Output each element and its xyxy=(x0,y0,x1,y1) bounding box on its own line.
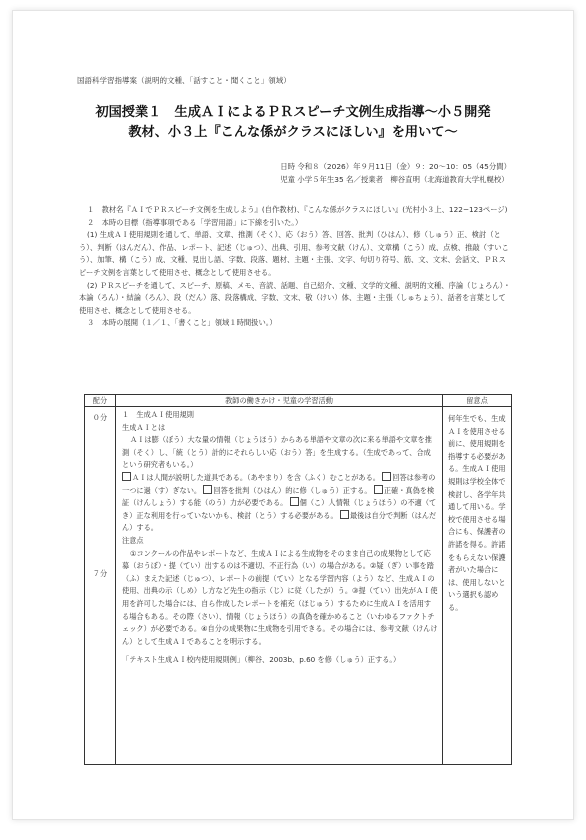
activity-heading: １ 生成ＡＩ使用規則 xyxy=(122,410,194,419)
document-title xyxy=(13,103,573,143)
section-3-heading: ３ 本時の展開（１／１、「書くこと」領域１時間扱い。） xyxy=(87,318,277,328)
check-item: 個（こ）人情報（じょうほう）の不適（てき）正な利用を行っていないかも、検討（とう）する必要がある。 xyxy=(122,498,437,520)
checkbox-icon xyxy=(340,510,349,519)
check-item: 正確・真偽を検証（けんしょう）する能（のう）力が必要である。 xyxy=(122,485,435,508)
section-2-heading: ２ 本時の目標（指導事項である「学習用語」に下線を引いた。） xyxy=(87,217,303,227)
time-7: ７分 xyxy=(92,569,108,578)
table-row xyxy=(85,407,512,765)
checkbox-icon xyxy=(203,485,212,494)
activity-cell xyxy=(116,407,443,765)
check-item: ＡＩは人間が説明した道具である。（あやまり）を含（ふく）むことがある。 xyxy=(132,472,380,482)
col-header-notes: 留意点 xyxy=(443,395,512,407)
title-line-1: 初国授業１ 生成ＡＩによるＰＲスピーチ文例生成指導〜小５開発 xyxy=(95,105,491,120)
checkbox-icon xyxy=(382,472,391,481)
table-header-row xyxy=(85,395,512,407)
col-header-activity: 教師の働きかけ・児童の学習活動 xyxy=(116,395,443,407)
lesson-body xyxy=(79,204,511,330)
checkbox-icon xyxy=(290,497,299,506)
col-header-time: 配分 xyxy=(85,395,116,407)
check-item: 回答を批判（ひはん）的に修（しゅう）正する。 xyxy=(213,485,372,495)
section-2-goal-2: (2) ＰＲスピーチを通して、スピーチ、原稿、メモ、音読、話題、自己紹介、文種、文学的文種、説明的文種、序論（じょろん）・本論（ろん）・結論（ろん）、段（だん）落、段落構成、字数、文末、敬（けい）体、主題・主張（しゅちょう）、話者を言葉として使用させ、概念として使用させる。 xyxy=(79,280,511,315)
check-item: 回答は参考の一つに過（す）ぎない。 xyxy=(122,472,436,495)
meta-teacher: 児童 小学５年生35 名／授業者 柳谷直明（北海道教育大学札幌校） xyxy=(280,174,509,184)
lesson-meta xyxy=(280,161,511,186)
notes-cell: 何年生でも、生成ＡＩを使用させる前に、使用規則を指導する必要がある。生成ＡＩ使用規則は学校全体で検討し、各学年共通して用いる。学校で使用させる場合にも、保護者の許諾を得る。許諾をもらえない保護者がいた場合には、使用しないという選択も認める。 xyxy=(443,407,512,765)
lesson-plan-table xyxy=(84,394,512,765)
ai-definition-text: ＡＩは膨（ぼう）大な量の情報（じょうほう）からある単語や文章の次に来る単語や文章を推測（そく）し、「統（とう）計的にそれらしい応（おう）答」を生成する。（生成であって、合成という研究者もいる。） xyxy=(122,435,432,470)
caution-heading: 注意点 xyxy=(122,535,144,545)
time-0: ０分 xyxy=(92,413,108,422)
checkbox-icon xyxy=(374,485,383,494)
rules-reference: 「テキスト生成ＡＩ校内使用規則例」（柳谷、2003b、p.60 を修（しゅう）正する。） xyxy=(122,655,401,665)
caution-text: ①コンクールの作品やレポートなど、生成ＡＩによる生成物をそのまま自己の成果物として応募（おうぼ）・提（てい）出するのは不適切、不正行為（い）の場合がある。②疑（ぎ）い事を踏（ふ）まえた記述（じゅつ）、レポートの前提（てい）となる学習内容（よう）など、生成ＡＩの使用、出典の示（しめ）し方など先生の指示（じ）に従（したが）う。③提（てい）出先がＡＩ使用を許可した場合には、自ら作成したレポートを補充（ほじゅう）するために生成ＡＩを活用する場合もある。その際（さい）、情報（じょうほう）の真偽を確かめること（いわゆるファクトチェック）が必要である。④自分の成果物に生成物を引用できる。その場合には、参考文献（けんけん）として生成ＡＩであることを明示する。 xyxy=(122,548,438,646)
time-cell xyxy=(85,407,116,765)
document-page xyxy=(12,10,574,820)
section-1-material: １ 教材名『ＡＩでＰＲスピーチ文例を生成しよう』(自作教材)、『こんな係がクラスにほしい』(光村小３上、122−123ページ) xyxy=(87,205,508,214)
meta-date: 日時 令和８（2026）年９月11日（金）９：20〜10：05（45分間） xyxy=(280,162,511,171)
title-line-2: 教材、小３上『こんな係がクラスにほしい』を用いて〜 xyxy=(128,125,458,140)
section-2-goal-1: (1) 生成ＡＩ使用規則を通して、単語、文章、推測（そく）、応（おう）答、回答、批判（ひはん）、修（しゅう）正、検討（とう）、判断（はんだん）、作品、レポート、記述（じゅつ）、出典、引用、参考文献（けん）、文章構（こう）成、点検、推敲（すいこう）、加筆、構（こう）成、文種、見出し語、字数、段落、題材、主題・主張、文字、句切り符号、筋、文、文末、会話文、ＰＲスピーチ文例を言葉として使用させ、概念として使用させる。 xyxy=(79,230,509,277)
ai-definition-heading: 生成ＡＩとは xyxy=(122,422,166,432)
checkbox-icon xyxy=(122,472,131,481)
checklist xyxy=(122,472,438,535)
check-item: 最後は自分で判断（はんだん）する。 xyxy=(122,510,437,533)
document-header-label: 国語科学習指導案（説明的文種、「話すこと・聞くこと」領域） xyxy=(77,76,291,85)
